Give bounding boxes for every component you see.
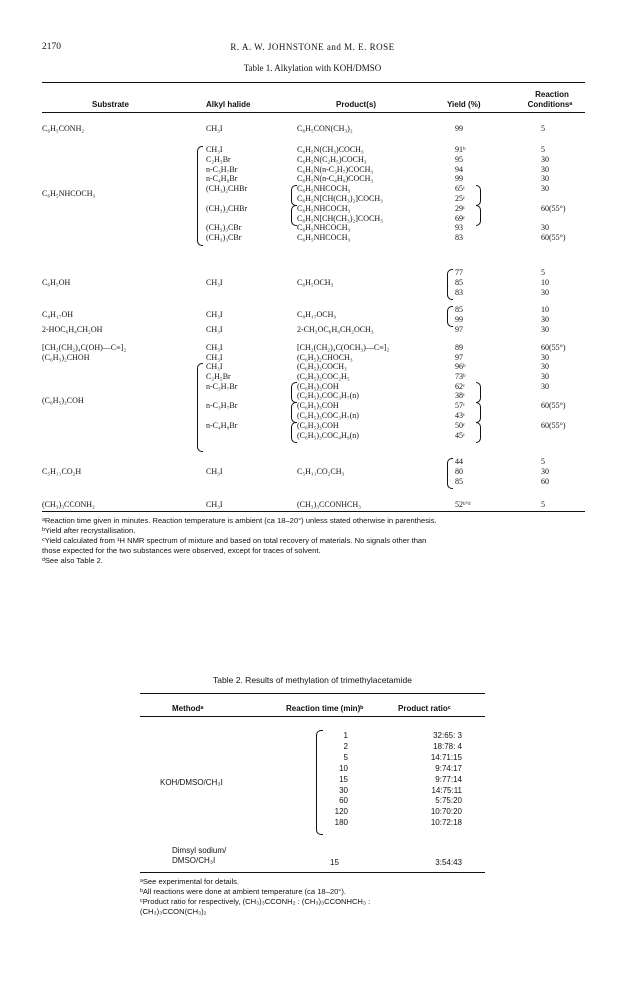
product-cell: C₆H₅N(n-C₄H₉)COCH₃ [297,174,374,184]
alkyl-halide-cell: CH₃I [206,145,223,154]
conditions-cell: 30 [541,154,549,164]
table2-time-cell: 5 [343,752,348,762]
substrate-cell: (C₆H₅)₃COH [42,396,84,406]
conditions-cell: 60(55°) [541,343,566,352]
yield-cell: 25ᶜ [455,194,466,203]
yield-cell: 97 [455,325,463,334]
table1-footnote-d: ᵈSee also Table 2. [42,556,103,565]
yield-group-brace [447,306,453,327]
table2-ratio-cell: 18:78: 4 [433,741,462,751]
table2-ratio-cell: 32:65: 3 [433,731,462,740]
product-cell: (C₆H₅)₃COH [297,381,339,391]
product-pair-brace [291,402,297,423]
conditions-cell: 5 [541,145,545,154]
product-cell: C₆H₅N[CH(CH₃)₂]COCH₃ [297,194,383,203]
product-cell: (C₆H₅)₃COC₃H₇(n) [297,411,359,420]
yield-cell: 85 [455,476,463,486]
conditions-cell: 5 [541,268,545,277]
table2-header-method: Methodᵃ [172,704,204,713]
yield-cell: 83 [455,287,463,297]
conditions-cell: 60(55°) [541,401,566,411]
table2-brace [316,730,323,835]
product-cell: C₆H₅N(CH₃)COCH₃ [297,145,364,154]
table2-ratio-cell: 9:77:14 [435,774,462,784]
product-cell: C₆H₅NHCOCH₃ [297,223,351,233]
yield-cell: 73ᵇ [455,371,466,381]
conditions-cell: 30 [541,164,549,174]
product-cell: C₆H₅NHCOCH₃ [297,184,351,194]
yield-cell: 99 [455,174,463,184]
yield-cell: 69ᶜ [455,213,466,223]
product-cell: C₆H₅OCH₃ [297,277,334,287]
table2-method-dimsyl-1: Dimsyl sodium/ [172,846,227,855]
alkyl-halide-cell: n-C₃H₇Br [206,381,238,391]
yield-group-brace [447,269,453,300]
table2-method-koh: KOH/DMSO/CH₃I [160,778,223,787]
substrate-cell: (CH₃)₃CCONH₂ [42,500,95,509]
product-cell: 2-CH₃OC₆H₄CH₂OCH₃ [297,325,374,334]
table2-time-cell: 60 [339,796,348,806]
yield-cell: 85 [455,277,463,287]
table2-footnote-a: ᵃSee experimental for details. [140,877,240,886]
yield-cell: 85 [455,305,463,314]
table2-time-cell: 10 [339,763,348,773]
alkyl-halide-cell: CH₃I [206,362,223,371]
table2-method-dimsyl-2: DMSO/CH₃I [172,856,216,865]
halide-group-brace [197,363,203,452]
yield-cell: 45ᶜ [455,430,466,440]
header-conditions-2: Conditionsᵃ [527,100,573,109]
table2-header-ratio: Product ratioᶜ [398,704,451,713]
table2-time-cell: 2 [343,741,348,751]
product-cell: C₆H₅NHCOCH₃ [297,233,351,243]
conditions-cell: 5 [541,500,545,509]
substrate-cell: 2-HOC₆H₄CH₂OH [42,325,103,334]
header-substrate: Substrate [92,100,129,109]
yield-cell: 52ᵇ’ᵈ [455,500,471,509]
alkyl-halide-cell: (CH₃)₂CHBr [206,184,248,194]
table2-ratio-cell: 9:74:17 [435,763,462,773]
alkyl-halide-cell: CH₃I [206,309,223,319]
yield-cell: 99 [455,124,463,133]
substrate-cell: [CH₂(CH₂)₄C(OH)—C≡]₂ [42,343,127,352]
yield-group-brace [447,458,453,489]
product-cell: (CH₃)₃CCONHCH₃ [297,500,361,509]
yield-pair-brace [476,185,481,206]
conditions-cell: 30 [541,381,549,391]
yield-cell: 97 [455,353,463,362]
product-cell: C₆H₅NHCOCH₃ [297,203,351,213]
running-head: R. A. W. JOHNSTONE and M. E. ROSE [230,42,395,52]
alkyl-halide-cell: (CH₃)₃CBr [206,233,242,243]
product-cell: (C₆H₅)₃COC₃H₇(n) [297,391,359,401]
table2-footnote-c-cont: (CH₃)₃CCON(CH₃)₂ [140,907,207,916]
table1-footnote-a: ᵃReaction time given in minutes. Reaction temperature is ambient (ca 18–20°) unless stated otherwise in parenthesis. [42,516,437,525]
product-cell: (C₆H₅)₂CHOCH₃ [297,353,353,362]
product-cell: C₈H₁₇OCH₃ [297,309,337,319]
substrate-cell: (C₆H₅)₂CHOH [42,353,90,362]
conditions-cell: 30 [541,466,549,476]
table2-title: Table 2. Results of methylation of trimethylacetamide [213,675,412,685]
conditions-cell: 30 [541,287,549,297]
alkyl-halide-cell: n-C₄H₉Br [206,174,238,184]
alkyl-halide-cell: C₂H₅Br [206,371,231,381]
product-pair-brace [291,205,297,226]
substrate-cell: C₈H₁₇OH [42,309,74,319]
conditions-cell: 60(55°) [541,420,566,430]
table2-ratio-cell: 14:71:15 [430,752,462,762]
table2-dimsyl-time: 15 [330,858,339,867]
header-alkyl-halide: Alkyl halide [206,100,251,109]
header-conditions-1: Reaction [535,90,569,99]
table2-top-rule [140,693,485,694]
alkyl-halide-cell: n-C₃H₇Br [206,401,238,411]
product-cell: (C₆H₅)₃COH [297,401,339,411]
header-products: Product(s) [336,100,376,109]
substrate-cell: C₆H₅OH [42,277,71,287]
table1-footnote-c: ᶜYield calculated from ¹H NMR spectrum of mixture and based on total recovery of materials. No signals other than [42,536,427,545]
product-cell: C₆H₅CON(CH₃)₂ [297,124,353,133]
yield-cell: 96ᵇ [455,362,466,371]
product-cell: (C₆H₅)₃COH [297,420,339,430]
alkyl-halide-cell: CH₃I [206,500,223,509]
conditions-cell: 30 [541,174,549,184]
product-cell: C₅H₁₁CO₂CH₃ [297,466,345,476]
header-yield: Yield (%) [447,100,481,109]
product-pair-brace [291,422,297,443]
substrate-cell: C₆H₅CONH₂ [42,124,85,133]
yield-cell: 94 [455,164,463,174]
yield-cell: 91ᵇ [455,145,466,154]
table2-time-cell: 180 [334,818,348,828]
product-pair-brace [291,382,297,403]
product-cell: (C₆H₅)₃COC₂H₅ [297,371,350,381]
conditions-cell: 30 [541,371,549,381]
conditions-cell: 30 [541,353,549,362]
yield-cell: 77 [455,268,463,277]
alkyl-halide-cell: (CH₃)₃CBr [206,223,242,233]
conditions-cell: 30 [541,325,549,334]
table1-footnote-b: ᵇYield after recrystallisation. [42,526,136,535]
table2-ratio-cell: 10:72:18 [430,818,462,828]
table2-header-rule [140,716,485,717]
table1-bottom-rule [42,511,585,512]
yield-cell: 95 [455,154,463,164]
conditions-cell: 60(55°) [541,203,566,213]
table2-ratio-cell: 10:70:20 [430,807,462,817]
product-cell: [CH₂(CH₂)₄C(OCH₃)—C≡]₂ [297,343,390,352]
table1-footnote-c-cont: those expected for the two substances were observed, except for traces of solvent. [42,546,321,555]
table1-title: Table 1. Alkylation with KOH/DMSO [243,63,382,73]
yield-cell: 83 [455,233,463,243]
table2-footnote-c: ᶜProduct ratio for respectively, (CH₃)₃CCONH₂ : (CH₃)₃CCONHCH₃ : [140,897,371,906]
halide-group-brace [197,146,203,246]
substrate-cell: C₅H₁₁CO₂H [42,466,82,476]
conditions-cell: 5 [541,457,545,466]
table2-bottom-rule [140,872,485,873]
yield-cell: 43ᶜ [455,411,466,420]
table2-footnote-b: ᵇAll reactions were done at ambient temperature (ca 18–20°). [140,887,346,896]
conditions-cell: 60 [541,476,549,486]
yield-cell: 44 [455,457,463,466]
yield-cell: 62ᶜ [455,381,466,391]
table2-dimsyl-ratio: 3:54:43 [435,858,462,867]
yield-cell: 89 [455,343,463,352]
conditions-cell: 30 [541,184,549,194]
alkyl-halide-cell: n-C₄H₉Br [206,420,238,430]
conditions-cell: 60(55°) [541,233,566,243]
table2-ratio-cell: 5:75:20 [435,796,462,806]
product-pair-brace [291,185,297,206]
alkyl-halide-cell: CH₃I [206,277,223,287]
alkyl-halide-cell: n-C₃H₇Br [206,164,238,174]
alkyl-halide-cell: C₂H₅Br [206,154,231,164]
table2-ratio-cell: 14:75:11 [431,785,462,795]
table1-top-rule [42,82,585,83]
yield-pair-brace [476,205,481,226]
yield-cell: 99 [455,314,463,324]
substrate-cell: C₆H₅NHCOCH₃ [42,189,96,199]
yield-cell: 38ᶜ [455,391,466,401]
alkyl-halide-cell: CH₃I [206,124,223,133]
page-number: 2170 [42,42,61,52]
product-cell: (C₆H₅)₃COCH₃ [297,362,347,371]
product-cell: (C₆H₅)₃COC₄H₉(n) [297,430,359,440]
yield-cell: 50ᶜ [455,420,466,430]
conditions-cell: 10 [541,305,549,314]
table2-time-cell: 15 [339,774,348,784]
alkyl-halide-cell: CH₃I [206,343,223,352]
conditions-cell: 30 [541,314,549,324]
table2-time-cell: 1 [343,731,348,740]
conditions-cell: 30 [541,362,549,371]
conditions-cell: 5 [541,124,545,133]
yield-pair-brace [476,382,481,403]
product-cell: C₆H₅N(C₂H₅)COCH₃ [297,154,367,164]
alkyl-halide-cell: (CH₃)₂CHBr [206,203,248,213]
yield-cell: 80 [455,466,463,476]
conditions-cell: 10 [541,277,549,287]
table1-header-rule [42,112,585,113]
product-cell: C₆H₅N[CH(CH₃)₂]COCH₃ [297,213,383,223]
yield-cell: 29ᶜ [455,203,466,213]
table2-time-cell: 30 [339,785,348,795]
alkyl-halide-cell: CH₃I [206,325,223,334]
table2-time-cell: 120 [334,807,348,817]
table2-header-time: Reaction time (min)ᵇ [286,704,364,713]
yield-pair-brace [476,422,481,443]
alkyl-halide-cell: CH₃I [206,466,223,476]
alkyl-halide-cell: CH₃I [206,353,223,362]
yield-cell: 65ᶜ [455,184,466,194]
yield-cell: 57ᶜ [455,401,466,411]
yield-pair-brace [476,402,481,423]
product-cell: C₆H₅N(n-C₃H₇)COCH₃ [297,164,374,174]
yield-cell: 93 [455,223,463,233]
conditions-cell: 30 [541,223,549,233]
